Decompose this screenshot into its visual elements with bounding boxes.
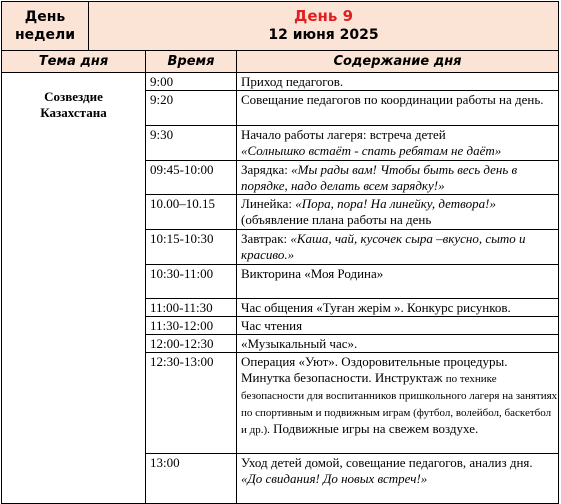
table-row bbox=[2, 73, 559, 91]
content-cell: Час общения «Туған жерім ». Конкурс рисунков. bbox=[237, 299, 559, 317]
time-cell: 09:45-10:00 bbox=[146, 161, 237, 195]
content-cell: «Музыкальный час». bbox=[237, 335, 559, 353]
content-cell: Уход детей домой, совещание педагогов, анализ дня. «До свидания! До новых встреч!» bbox=[237, 454, 559, 504]
day-date: 12 июня 2025 bbox=[268, 27, 379, 43]
time-cell: 11:00-11:30 bbox=[146, 299, 237, 317]
column-content-header: Содержание дня bbox=[237, 51, 559, 73]
time-cell: 10:15-10:30 bbox=[146, 230, 237, 265]
content-cell: Приход педагогов. bbox=[237, 73, 559, 91]
content-cell: Завтрак: «Каша, чай, кусочек сыра –вкусно, сыто и красиво.» bbox=[237, 230, 559, 265]
time-cell: 12:00-12:30 bbox=[146, 335, 237, 353]
time-cell: 10:30-11:00 bbox=[146, 265, 237, 299]
schedule-table bbox=[1, 1, 559, 504]
day-title: День 9 bbox=[293, 7, 354, 25]
time-cell: 11:30-12:00 bbox=[146, 317, 237, 335]
time-cell: 10.00–10.15 bbox=[146, 195, 237, 230]
content-cell: Викторина «Моя Родина» bbox=[237, 265, 559, 299]
column-time-header: Время bbox=[146, 51, 237, 73]
time-cell: 9:20 bbox=[146, 91, 237, 126]
content-cell: Линейка: «Пора, пора! На линейку, детвора!» (объявление плана работы на день bbox=[237, 195, 559, 230]
content-cell: Операция «Уют». Оздоровительные процедуры. Минутка безопасности. Инструктаж по технике безопасности для воспитанников пришкольного лагеря на занятиях по спортивным и подвижным играм (футбол, волейбол, баскетбол и др.). Подвижные игры на свежем воздухе. bbox=[237, 353, 559, 454]
theme-cell: Созвездие Казахстана bbox=[2, 73, 146, 504]
time-cell: 9:00 bbox=[146, 73, 237, 91]
day-of-week-label: День недели bbox=[2, 2, 89, 51]
time-cell: 13:00 bbox=[146, 454, 237, 504]
content-cell: Совещание педагогов по координации работы на день. bbox=[237, 91, 559, 126]
content-cell: Зарядка: «Мы рады вам! Чтобы быть весь день в порядке, надо делать всем зарядку!» bbox=[237, 161, 559, 195]
day-title-cell bbox=[89, 2, 559, 51]
time-cell: 12:30-13:00 bbox=[146, 353, 237, 454]
content-cell: Час чтения bbox=[237, 317, 559, 335]
content-cell: Начало работы лагеря: встреча детей «Солнышко встаёт - спать ребятам не даёт» bbox=[237, 126, 559, 161]
time-cell: 9:30 bbox=[146, 126, 237, 161]
column-theme-header: Тема дня bbox=[2, 51, 146, 73]
